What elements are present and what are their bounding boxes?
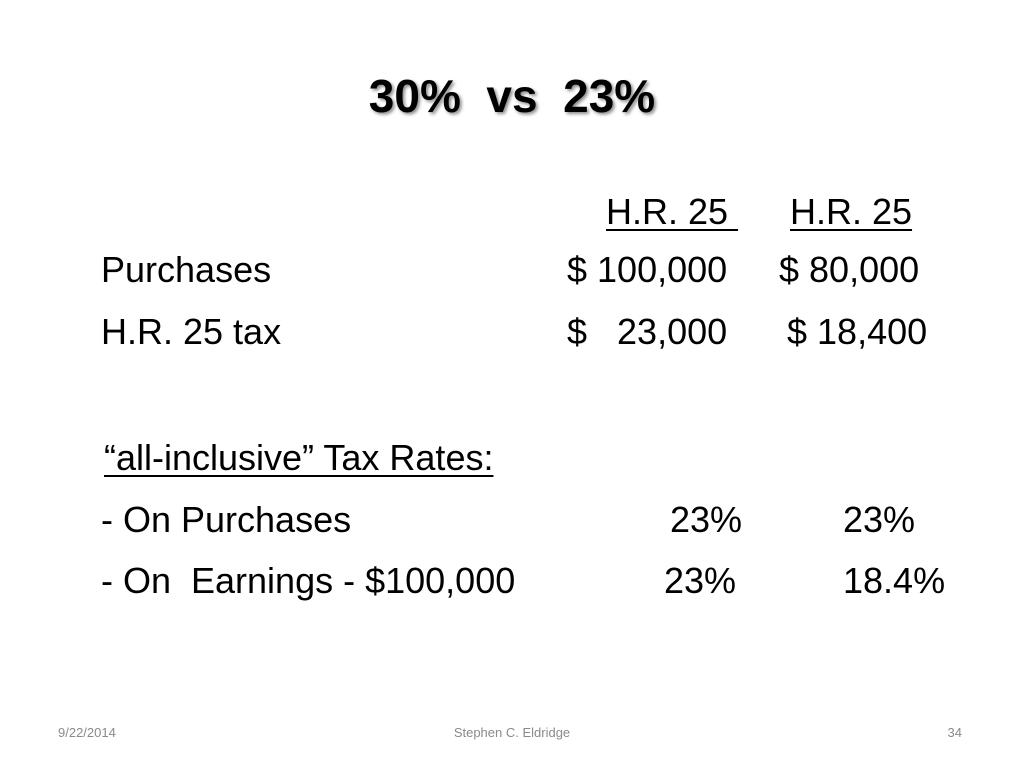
- rate-purchases-value-2: 23%: [843, 499, 916, 540]
- column-header-2: H.R. 25: [790, 191, 913, 232]
- rate-purchases-value-1: 23%: [670, 499, 743, 540]
- rate-label-earnings: - On Earnings - $100,000: [101, 560, 516, 601]
- footer-date: 9/22/2014: [58, 725, 116, 740]
- tax-value-1: $ 23,000: [567, 311, 728, 352]
- row-label-purchases: Purchases: [101, 249, 272, 290]
- purchases-value-2: $ 80,000: [779, 249, 920, 290]
- tax-value-2: $ 18,400: [787, 311, 928, 352]
- column-header-1: H.R. 25: [606, 191, 739, 232]
- slide-title: 30% vs 23%: [368, 70, 656, 122]
- rate-earnings-value-1: 23%: [664, 560, 737, 601]
- footer-page-number: 34: [947, 725, 962, 740]
- rates-heading: “all-inclusive” Tax Rates:: [104, 437, 494, 478]
- rate-label-purchases: - On Purchases: [101, 499, 352, 540]
- footer-author: Stephen C. Eldridge: [453, 725, 571, 740]
- row-label-hr25-tax: H.R. 25 tax: [101, 311, 282, 352]
- purchases-value-1: $ 100,000: [567, 249, 728, 290]
- rate-earnings-value-2: 18.4%: [843, 560, 946, 601]
